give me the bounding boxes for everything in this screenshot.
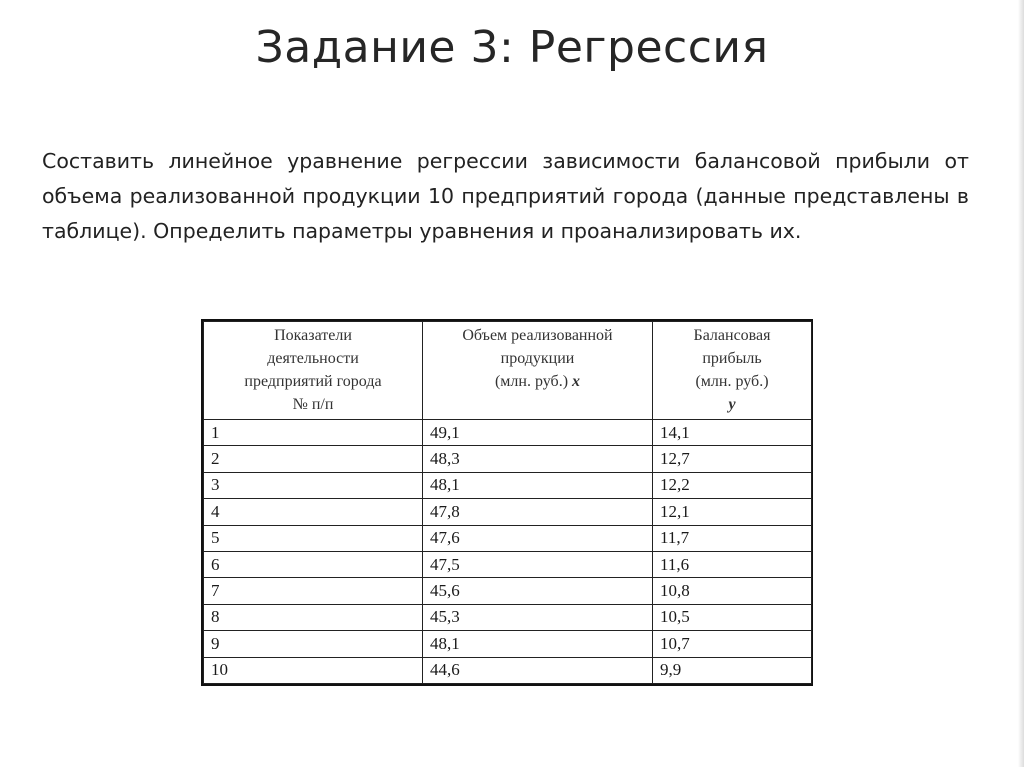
header-enterprise-number: Показатели деятельности предприятий города № п/п (204, 322, 423, 420)
cell-number: 1 (204, 420, 423, 446)
cell-number: 10 (204, 657, 423, 683)
cell-x: 48,1 (423, 472, 653, 498)
header-sales-volume: Объем реализованной продукции (млн. руб.) x (423, 322, 653, 420)
data-table-frame (201, 319, 813, 686)
variable-y: y (728, 396, 736, 413)
cell-number: 4 (204, 499, 423, 525)
cell-number: 5 (204, 525, 423, 551)
table-row (204, 472, 812, 498)
cell-x: 48,3 (423, 446, 653, 472)
cell-y: 12,2 (653, 472, 812, 498)
slide-edge-shadow (1018, 0, 1024, 767)
cell-y: 10,5 (653, 604, 812, 630)
cell-number: 3 (204, 472, 423, 498)
table-row (204, 499, 812, 525)
cell-y: 12,7 (653, 446, 812, 472)
cell-number: 6 (204, 551, 423, 577)
cell-x: 47,6 (423, 525, 653, 551)
cell-y: 9,9 (653, 657, 812, 683)
table-row (204, 420, 812, 446)
cell-x: 45,6 (423, 578, 653, 604)
cell-x: 44,6 (423, 657, 653, 683)
cell-y: 10,7 (653, 631, 812, 657)
slide-title: Задание 3: Регрессия (255, 22, 769, 73)
cell-y: 11,7 (653, 525, 812, 551)
table-row (204, 657, 812, 683)
cell-x: 47,5 (423, 551, 653, 577)
cell-x: 47,8 (423, 499, 653, 525)
table-row (204, 525, 812, 551)
cell-y: 11,6 (653, 551, 812, 577)
cell-number: 7 (204, 578, 423, 604)
cell-x: 45,3 (423, 604, 653, 630)
cell-number: 2 (204, 446, 423, 472)
header-balance-profit: Балансовая прибыль (млн. руб.) y (653, 322, 812, 420)
table-header-row (204, 322, 812, 420)
table-row (204, 578, 812, 604)
cell-number: 9 (204, 631, 423, 657)
cell-y: 12,1 (653, 499, 812, 525)
table-row (204, 631, 812, 657)
cell-number: 8 (204, 604, 423, 630)
table-row (204, 446, 812, 472)
cell-x: 48,1 (423, 631, 653, 657)
variable-x: x (572, 373, 581, 390)
cell-y: 10,8 (653, 578, 812, 604)
data-table (203, 321, 812, 684)
cell-x: 49,1 (423, 420, 653, 446)
table-row (204, 604, 812, 630)
table-row (204, 551, 812, 577)
task-description: Составить линейное уравнение регрессии зависимости балансовой прибыли от объема реализованной продукции 10 предприятий города (данные представлены в таблице). Определить параметры уравнения и проанализировать их. (42, 149, 969, 243)
cell-y: 14,1 (653, 420, 812, 446)
